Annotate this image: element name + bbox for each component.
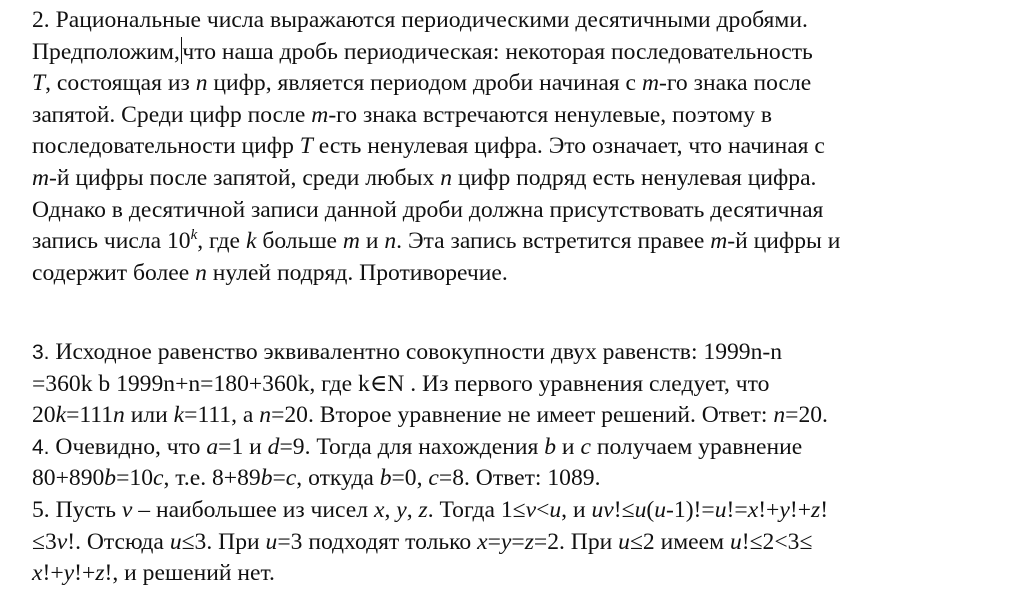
text-line: =360k b 1999n+n=180+360k, где k∈N . Из первого уравнения следует, что: [32, 370, 770, 397]
problems-3-5-solutions: [32, 337, 1007, 590]
text-line: 2. Рациональные числа выражаются периодическими десятичными дробями.: [32, 7, 808, 33]
text-line: 20k=111n или k=111, а n=20. Второе уравнение не имеет решений. Ответ: n=20.: [32, 402, 828, 429]
text-line: ≤3v!. Отсюда u≤3. При u=3 подходят только x=y=z=2. При u≤2 имеем u!≤2<3≤: [32, 528, 813, 555]
text-line: m-й цифры после запятой, среди любых n цифр подряд есть ненулевая цифра.: [32, 164, 817, 191]
text-cursor: [181, 37, 183, 64]
text-line: последовательности цифр T есть ненулевая цифра. Это означает, что начиная с: [32, 133, 825, 160]
text-line: запись числа 10$^k$, где k больше m и n. Эта запись встретится правее m-й цифры и: [32, 227, 841, 255]
text-line: Предположим, что наша дробь периодическая: некоторая последовательность: [32, 38, 813, 65]
text-line: 80+890b=10c, т.е. 8+89b=c, откуда b=0, c=8. Ответ: 1089.: [32, 465, 601, 492]
text-line: 5. Пусть v – наибольшее из чисел x, y, z. Тогда 1≤v<u, и uv!≤u(u-1)!=u!=x!+y!+z!: [32, 496, 829, 523]
problem-2-solution: [32, 5, 1007, 289]
text-line: x!+y!+z!, и решений нет.: [32, 560, 275, 587]
text-line: T, состоящая из n цифр, является периодом дроби начиная с m-го знака после: [32, 70, 812, 97]
text-line: 4. Очевидно, что a=1 и d=9. Тогда для нахождения b и c получаем уравнение: [32, 433, 803, 460]
text-line: запятой. Среди цифр после m-го знака встречаются ненулевые, поэтому в: [32, 101, 773, 128]
text-line: Однако в десятичной записи данной дроби должна присутствовать десятичная: [32, 196, 824, 223]
text-line: 3. Исходное равенство эквивалентно совокупности двух равенств: 1999n-n: [32, 339, 783, 365]
text-line: содержит более n нулей подряд. Противоречие.: [32, 259, 508, 286]
